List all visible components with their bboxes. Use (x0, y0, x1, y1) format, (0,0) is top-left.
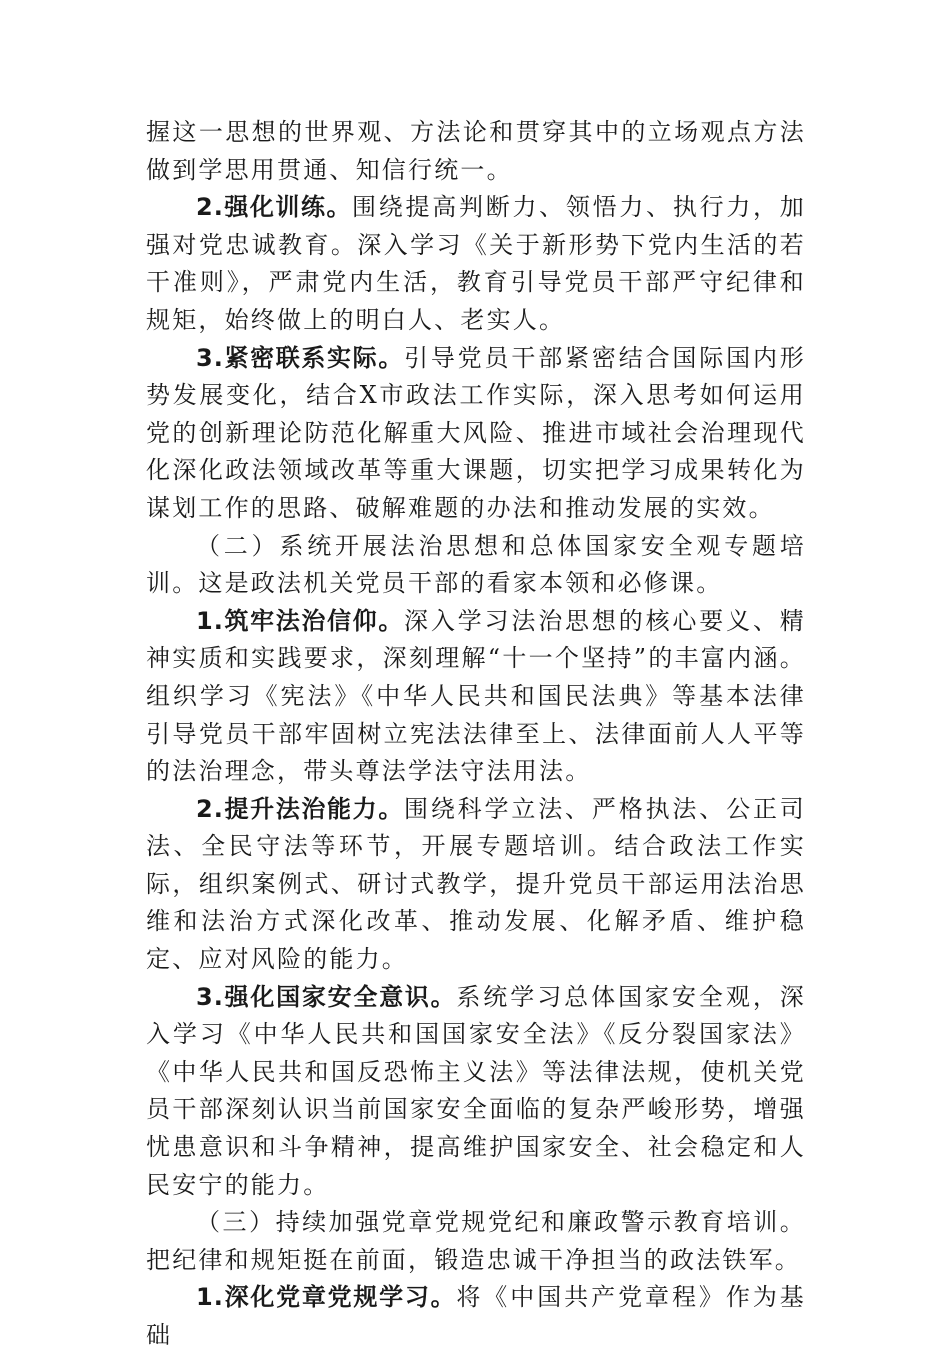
paragraph-text: 引导党员干部紧密结合国际国内形势发展变化，结合X市政法工作实际，深入思考如何运用党的创新理论防范化解重大风险、推进市域社会治理现代化深化政法领域改革等重大课题，切实把学习成果转化为谋划工作的思路、破解难题的办法和推动发展的实效。 (146, 343, 807, 522)
paragraph-text: 深入学习法治思想的核心要义、精神实质和实践要求，深刻理解“十一个坚持”的丰富内涵。组织学习《宪法》《中华人民共和国民法典》等基本法律引导党员干部牢固树立宪法法律至上、法律面前人人平等的法治理念，带头尊法学法守法用法。 (146, 606, 807, 786)
section-text: （三）持续加强党章党规党纪和廉政警示教育培训。把纪律和规矩挺在前面，锻造忠诚干净担当的政法铁军。 (146, 1208, 806, 1274)
paragraph-continuation (146, 114, 806, 189)
paragraph-text: 系统学习总体国家安全观，深入学习《中华人民共和国国家安全法》《反分裂国家法》《中华人民共和国反恐怖主义法》等法律法规，使机关党员干部深刻认识当前国家安全面临的复杂严峻形势，增强忧患意识和斗争精神，提高维护国家安全、社会稳定和人民安宁的能力。 (146, 982, 806, 1199)
paragraph-heading: 1.筑牢法治信仰。 (196, 606, 404, 635)
section-text: （二）系统开展法治思想和总体国家安全观专题培训。这是政法机关党员干部的看家本领和必修课。 (146, 531, 806, 598)
paragraph-text: 将《中国共产党章程》作为基础 (146, 1283, 806, 1349)
paragraph-national-security (146, 979, 806, 1205)
paragraph-heading: 2.提升法治能力。 (196, 794, 404, 823)
paragraph-strengthen-training (146, 189, 806, 339)
paragraph-text: 围绕提高判断力、领悟力、执行力，加强对党忠诚教育。深入学习《关于新形势下党内生活的若干准则》，严肃党内生活，教育引导党员干部严守纪律和规矩，始终做上的明白人、老实人。 (146, 193, 806, 334)
paragraph-party-constitution (146, 1279, 806, 1354)
document-page (146, 114, 806, 1355)
paragraph-heading: 1.深化党章党规学习。 (196, 1283, 457, 1312)
paragraph-rule-of-law-belief (146, 603, 806, 791)
paragraph-rule-of-law-ability (146, 791, 806, 979)
paragraph-heading: 2.强化训练。 (196, 193, 353, 222)
section-heading-two (146, 528, 806, 603)
paragraph-text: 握这一思想的世界观、方法论和贯穿其中的立场观点方法做到学思用贯通、知信行统一。 (146, 118, 806, 184)
paragraph-connect-practice (146, 340, 806, 528)
paragraph-heading: 3.强化国家安全意识。 (196, 982, 457, 1011)
paragraph-text: 围绕科学立法、严格执法、公正司法、全民守法等环节，开展专题培训。结合政法工作实际，组织案例式、研讨式教学，提升党员干部运用法治思维和法治方式深化改革、推动发展、化解矛盾、维护稳定、应对风险的能力。 (146, 794, 807, 974)
section-heading-three (146, 1204, 806, 1279)
paragraph-heading: 3.紧密联系实际。 (196, 343, 404, 372)
